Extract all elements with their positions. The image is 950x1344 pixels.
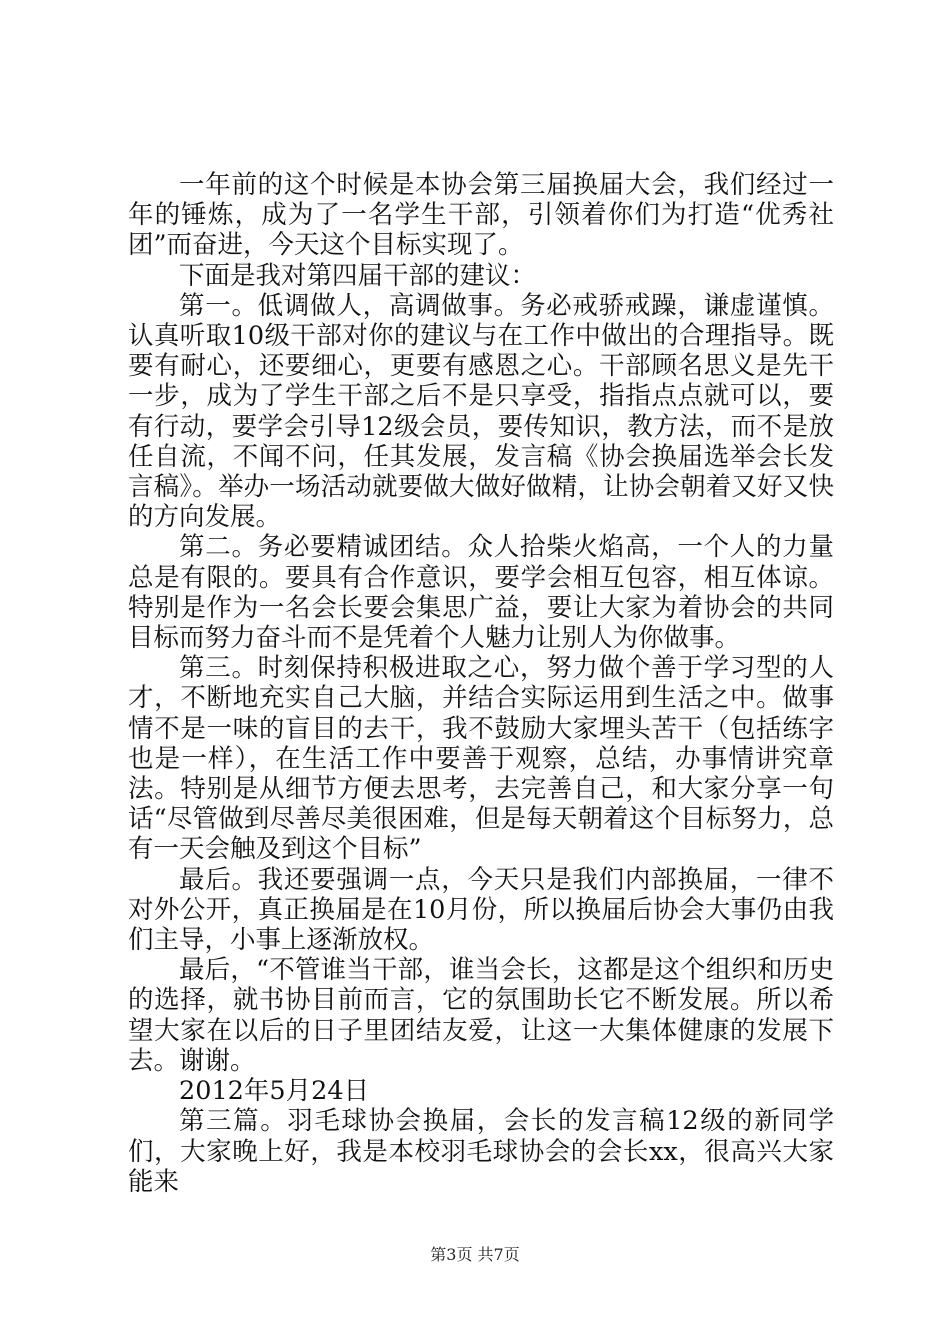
paragraph-second-point: 第二。务必要精诚团结。众人拾柴火焰高，一个人的力量总是有限的。要具有合作意识，要学会相互包容，相互体谅。特别是作为一名会长要会集思广益，要让大家为着协会的共同目标而努力奋斗而不是凭着个人魅力让别人为你做事。: [128, 532, 834, 654]
paragraph-finally-two: 最后，“不管谁当干部，谁当会长，这都是这个组织和历史的选择，就书协目前而言，它的氛围助长它不断发展。所以希望大家在以后的日子里团结友爱，让这一大集体健康的发展下去。谢谢。: [128, 955, 834, 1076]
paragraph-third-point: 第三。时刻保持积极进取之心，努力做个善于学习型的人才，不断地充实自己大脑，并结合实际运用到生活之中。做事情不是一味的盲目的去干，我不鼓励大家埋头苦干（包括练字也是一样），在生活工作中要善于观察，总结，办事情讲究章法。特别是从细节方便去思考，去完善自己，和大家分享一句话“尽管做到尽善尽美很困难，但是每天朝着这个目标努力，总有一天会触及到这个目标”: [128, 653, 834, 865]
paragraph-intro: 一年前的这个时候是本协会第三届换届大会，我们经过一年的锤炼，成为了一名学生干部，引领着你们为打造“优秀社团”而奋进，今天这个目标实现了。: [128, 170, 834, 261]
page-footer: 第3页 共7页: [430, 1245, 520, 1264]
paragraph-date: 2012年5月24日: [179, 1076, 370, 1107]
paragraph-first-point: 第一。低调做人，高调做事。务必戒骄戒躁，谦虚谨慎。认真听取10级干部对你的建议与在工作中做出的合理指导。既要有耐心，还要细心，更要有感恩之心。干部顾名思义是先干一步，成为了学生干部之后不是只享受，指指点点就可以，要有行动，要学会引导12级会员，要传知识，教方法，而不是放任自流，不闻不问，任其发展，发言稿《协会换届选举会长发言稿》。举办一场活动就要做大做好做精，让协会朝着又好又快的方向发展。: [128, 290, 834, 533]
document-body: [128, 170, 834, 1197]
paragraph-suggestions-heading: 下面是我对第四届干部的建议：: [179, 260, 537, 291]
paragraph-third-article: 第三篇。羽毛球协会换届，会长的发言稿12级的新同学们，大家晚上好，我是本校羽毛球协会的会长xx，很高兴大家能来: [128, 1106, 834, 1197]
paragraph-finally-one: 最后。我还要强调一点，今天只是我们内部换届，一律不对外公开，真正换届是在10月份，所以换届后协会大事仍由我们主导，小事上逐渐放权。: [128, 864, 834, 956]
